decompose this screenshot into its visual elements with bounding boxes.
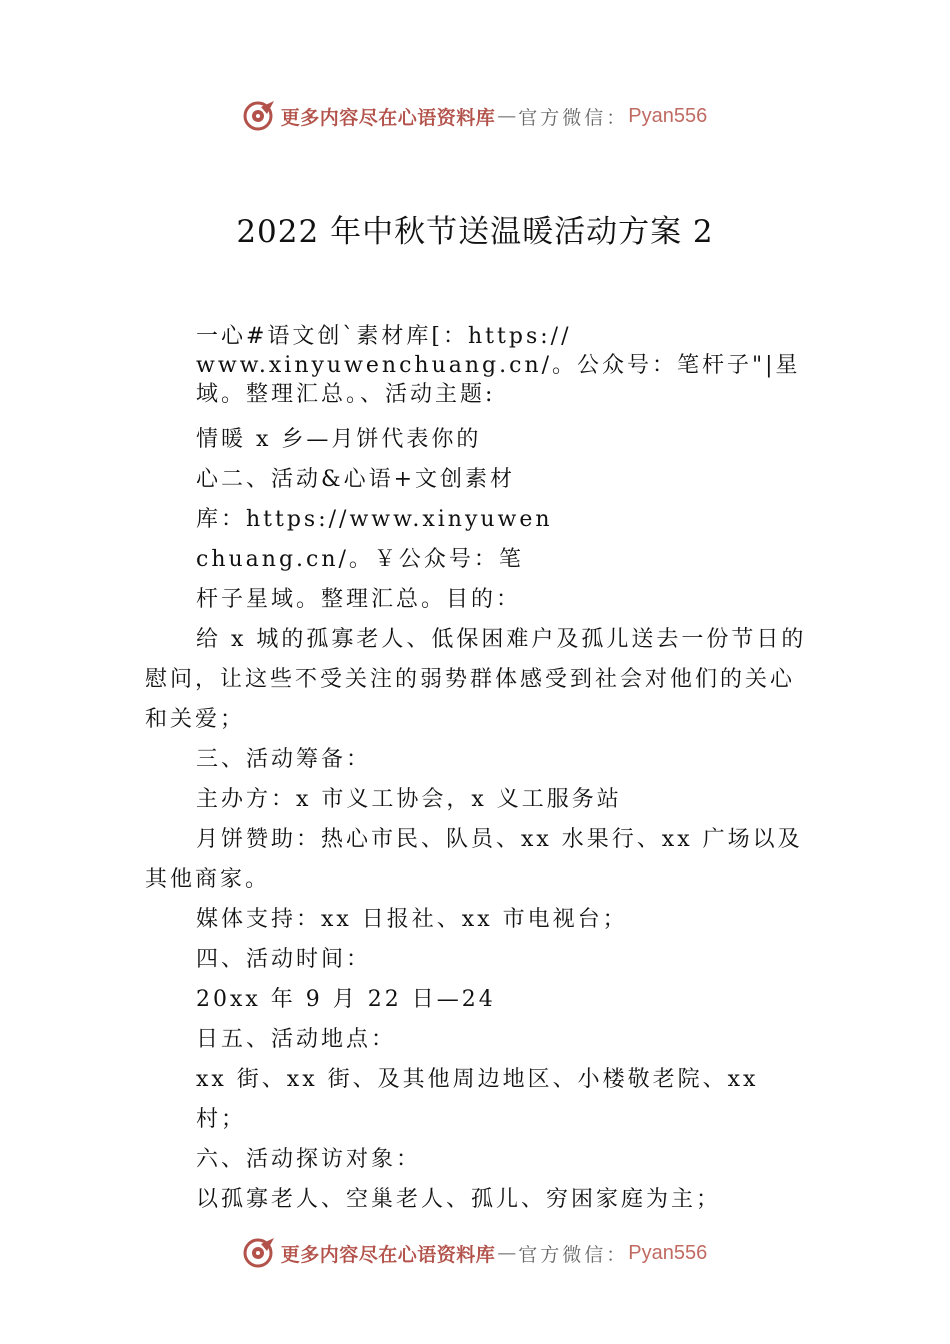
purpose-paragraph: 给 x 城的孤寡老人、低保困难户及孤儿送去一份节日的慰问，让这些不受关注的弱势群体感受到社会对他们的关心和关爱； [145,627,807,732]
banner-wechat-id: Pyan556 [628,1241,708,1264]
banner-label: 官方微信： [518,106,629,129]
pen-seal-logo-icon [243,1236,277,1270]
body-line: 媒体支持：xx 日报社、xx 市电视台； [196,907,628,932]
body-line: xx 街、xx 街、及其他周边地区、小楼敬老院、xx 村； [196,1067,759,1132]
body-line: 库：https://www.xinyuwen [196,507,553,532]
section-heading: 日五、活动地点： [196,1027,397,1052]
footer-banner [0,1233,950,1273]
document-body [145,322,815,1220]
section-heading: 三、活动筹备： [196,747,372,772]
section-heading: 四、活动时间： [196,947,372,972]
document-title: 2022 年中秋节送温暖活动方案 2 [236,214,714,250]
body-line: 心二、活动&心语+文创素材 [196,467,516,492]
section-heading: 六、活动探访对象： [196,1147,422,1172]
banner-title: 更多内容尽在心语资料库 [280,106,496,129]
banner-dash: — [497,105,517,127]
body-line: 以孤寡老人、空巢老人、孤儿、穷困家庭为主； [196,1187,722,1212]
body-line: 杆子星域。整理汇总。目的： [196,587,522,612]
body-line: 20xx 年 9 月 22 日—24 [196,987,496,1012]
body-line: 情暖 x 乡—月饼代表你的 [196,427,482,452]
banner-title: 更多内容尽在心语资料库 [280,1243,496,1266]
header-banner [0,96,950,136]
body-line: 主办方：x 市义工协会，x 义工服务站 [196,787,622,812]
intro-paragraph: 一心#语文创`素材库[：https:// www.xinyuwenchuang.cn/。公众号：笔杆子"|星域。整理汇总。、活动主题: [196,324,801,407]
body-line: chuang.cn/。￥公众号：笔 [196,547,524,572]
banner-dash: — [497,1242,517,1264]
pen-seal-logo-icon [243,99,277,133]
sponsor-paragraph: 月饼赞助：热心市民、队员、xx 水果行、xx 广场以及其他商家。 [145,827,803,892]
banner-wechat-id: Pyan556 [628,104,708,127]
banner-label: 官方微信： [518,1243,629,1266]
